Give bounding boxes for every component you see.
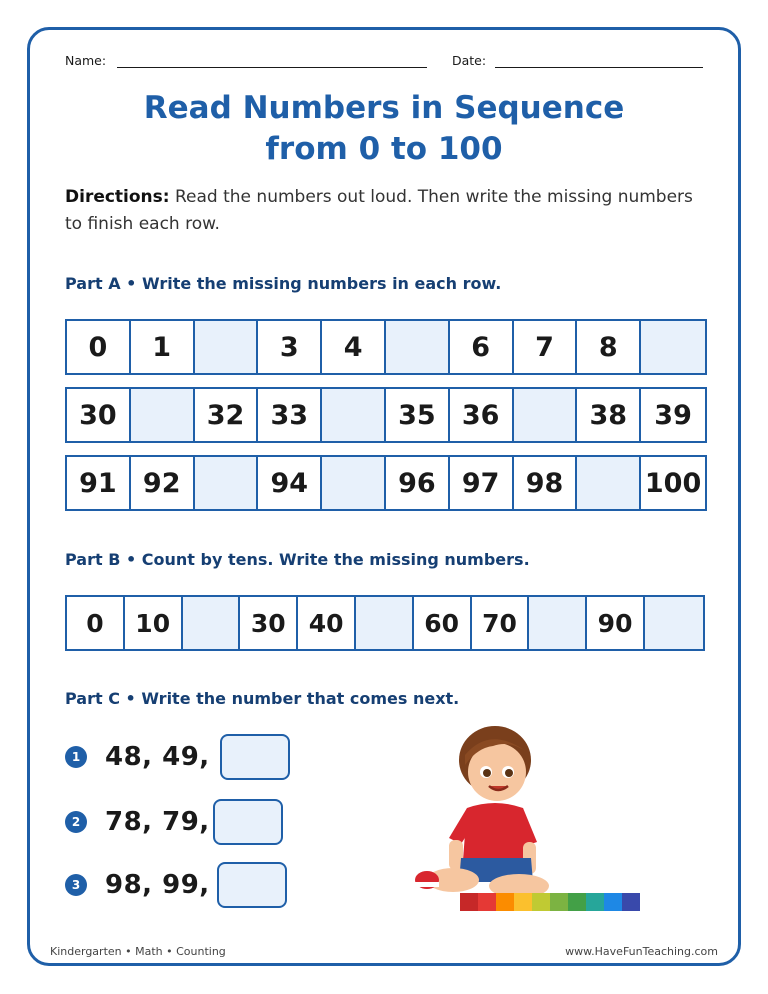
answer-box[interactable] [220, 734, 290, 780]
answer-box[interactable] [213, 799, 283, 845]
name-line[interactable] [117, 67, 427, 68]
directions [65, 184, 705, 238]
number-cell: 60 [414, 597, 472, 649]
answer-cell[interactable] [322, 457, 386, 509]
number-cell: 98 [514, 457, 578, 509]
number-cell: 36 [450, 389, 514, 441]
number-cell: 7 [514, 321, 578, 373]
directions-text: Read the numbers out loud. Then write the missing numbers to finish each row. [65, 187, 693, 234]
number-cell: 97 [450, 457, 514, 509]
answer-cell[interactable] [529, 597, 587, 649]
answer-cell[interactable] [195, 457, 259, 509]
number-cell: 90 [587, 597, 645, 649]
boy-counting-blocks-illustration [405, 720, 645, 920]
number-cell: 70 [472, 597, 530, 649]
part-c-heading: Part C • Write the number that comes next. [65, 689, 460, 708]
question-number-badge: 3 [65, 874, 87, 896]
number-cell: 100 [641, 457, 705, 509]
part-a-row [65, 455, 707, 511]
part-b-heading: Part B • Count by tens. Write the missing numbers. [65, 550, 530, 569]
number-cell: 32 [195, 389, 259, 441]
number-cell: 30 [67, 389, 131, 441]
part-a-heading: Part A • Write the missing numbers in each row. [65, 274, 502, 293]
question-item [65, 734, 210, 780]
number-cell: 35 [386, 389, 450, 441]
name-label: Name: [65, 53, 107, 68]
answer-cell[interactable] [183, 597, 241, 649]
answer-cell[interactable] [577, 457, 641, 509]
date-line[interactable] [495, 67, 703, 68]
part-a-row [65, 319, 707, 375]
answer-cell[interactable] [195, 321, 259, 373]
number-cell: 30 [240, 597, 298, 649]
counting-blocks [460, 893, 640, 911]
number-cell: 40 [298, 597, 356, 649]
answer-cell[interactable] [356, 597, 414, 649]
directions-label: Directions: [65, 187, 170, 207]
footer-website: www.HaveFunTeaching.com [565, 945, 718, 958]
number-cell: 0 [67, 321, 131, 373]
part-b-row [65, 595, 705, 651]
number-cell: 96 [386, 457, 450, 509]
question-sequence: 78, 79, [105, 807, 210, 837]
answer-cell[interactable] [131, 389, 195, 441]
number-cell: 91 [67, 457, 131, 509]
answer-cell[interactable] [386, 321, 450, 373]
question-sequence: 48, 49, [105, 742, 210, 772]
answer-cell[interactable] [645, 597, 703, 649]
question-number-badge: 2 [65, 811, 87, 833]
number-cell: 33 [258, 389, 322, 441]
number-cell: 1 [131, 321, 195, 373]
number-cell: 0 [67, 597, 125, 649]
number-cell: 92 [131, 457, 195, 509]
page-title-line2: from 0 to 100 [265, 131, 503, 167]
part-a-row [65, 387, 707, 443]
question-item [65, 862, 210, 908]
number-cell: 6 [450, 321, 514, 373]
question-sequence: 98, 99, [105, 870, 210, 900]
number-cell: 38 [577, 389, 641, 441]
number-cell: 4 [322, 321, 386, 373]
answer-box[interactable] [217, 862, 287, 908]
answer-cell[interactable] [641, 321, 705, 373]
date-label: Date: [452, 53, 487, 68]
number-cell: 94 [258, 457, 322, 509]
number-cell: 10 [125, 597, 183, 649]
number-cell: 8 [577, 321, 641, 373]
page-title-line1: Read Numbers in Sequence [143, 90, 625, 126]
question-item [65, 799, 210, 845]
question-number-badge: 1 [65, 746, 87, 768]
answer-cell[interactable] [322, 389, 386, 441]
answer-cell[interactable] [514, 389, 578, 441]
number-cell: 39 [641, 389, 705, 441]
number-cell: 3 [258, 321, 322, 373]
footer-breadcrumb: Kindergarten • Math • Counting [50, 945, 226, 958]
